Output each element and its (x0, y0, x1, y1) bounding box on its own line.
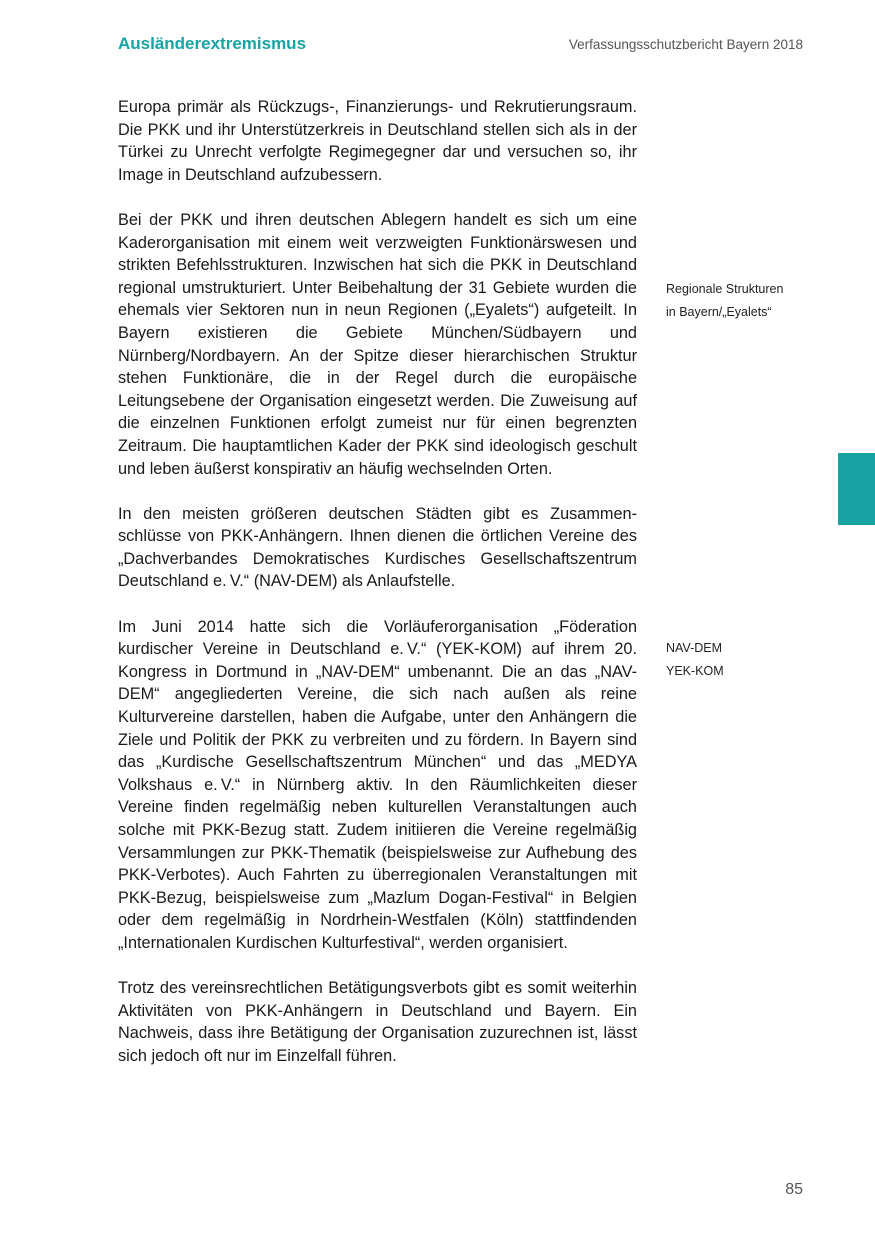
report-title: Verfassungsschutzbericht Bayern 2018 (568, 37, 803, 52)
main-text (118, 96, 637, 1068)
section-title: Ausländerextremismus (118, 34, 307, 53)
marginal-note-organizations (666, 637, 816, 682)
marginal-note-line: YEK-KOM (666, 663, 724, 678)
paragraph: Trotz des vereinsrechtlichen Betätigungsverbots gibt es somit weiterhin Aktivitäten von PKK-Anhängern in Deutschland und Bayern. Ein Nachweis, dass ihre Betätigung der Organisation zuzurechnen ist, lässt sich jedoch oft nur im Einzelfall führen. (118, 979, 637, 1065)
paragraph: In den meisten größeren deutschen Städten gibt es Zusammenschlüsse von PKK-Anhängern. Ihnen dienen die örtlichen Vereine des „Dachverbandes Demokratisches Kurdisches Gesellschaftszentrum Deutschland e. V.“ (NAV-DEM) als Anlaufstelle. (118, 504, 637, 591)
marginal-note-line: in Bayern/„Eyalets“ (666, 304, 772, 319)
paragraph: Im Juni 2014 hatte sich die Vorläuferorganisation „Föderation kurdischer Vereine in Deutschland e. V.“ (YEK-KOM) auf ihrem 20. Kongress in Dortmund in „NAV-DEM“ umbenannt. Die an das „NAV-DEM“ angegliederten Vereine, die sich nach außen als reine Kulturvereine darstellen, haben die Aufgabe, unter den Anhängern die Ziele und Politik der PKK zu verbreiten und zu fördern. In Bayern sind das „Kurdische Gesellschaftszentrum München“ und das „MEDYA Volkshaus e. V.“ in Nürnberg aktiv. In den Räumlichkeiten dieser Vereine finden regelmäßig neben kulturellen Veranstaltungen auch solche mit PKK-Bezug statt. Zudem initiieren die Vereine regelmäßig Versammlungen zur PKK-Thematik (beispielsweise zur Aufhebung des PKK-Verbotes). Auch Fahrten zu überregionalen Veranstaltungen mit PKK-Bezug, beispielsweise zum „Mazlum Dogan-Festival“ in Belgien oder dem regelmäßig in Nordrhein-Westfalen (Köln) stattfindenden „Internationalen Kurdischen Kulturfestival“, werden organisiert. (118, 617, 637, 952)
marginal-note-regional (666, 278, 816, 323)
marginal-note-line: Regionale Strukturen (666, 282, 784, 296)
page-number: 85 (785, 1181, 803, 1198)
marginal-note-line: NAV-DEM (666, 641, 723, 655)
chapter-side-tab (838, 453, 875, 525)
paragraph: Europa primär als Rückzugs-, Finanzierungs- und Rekrutierungsraum. Die PKK und ihr Unterstützerkreis in Deutschland stellen sich als in der Türkei zu Unrecht verfolgte Regimegegner dar und versuchen so, ihr Image in Deutschland aufzubessern. (118, 98, 637, 184)
paragraph: Bei der PKK und ihren deutschen Ablegern handelt es sich um eine Kaderorganisation mit einem weit verzweigten Funktionärswesen und strikten Befehlsstrukturen. Inzwischen hat sich die PKK in Deutschland regional umstrukturiert. Unter Beibehaltung der 31 Gebiete wurden die ehemals vier Sektoren nun in neun Regionen („Eyalets“) aufgeteilt. In Bayern existieren die Gebiete München/Südbayern und Nürnberg/Nordbayern. An der Spitze dieser hierarchischen Struktur stehen Funktionäre, die in der Regel durch die europäische Leitungsebene der Organisation eingesetzt werden. Die Zuweisung auf die einzelnen Funktionen erfolgt zumeist nur für einen begrenzten Zeitraum. Die hauptamtlichen Kader der PKK sind ideologisch geschult und leben äußerst konspirativ an häufig wechselnden Orten. (118, 210, 637, 478)
